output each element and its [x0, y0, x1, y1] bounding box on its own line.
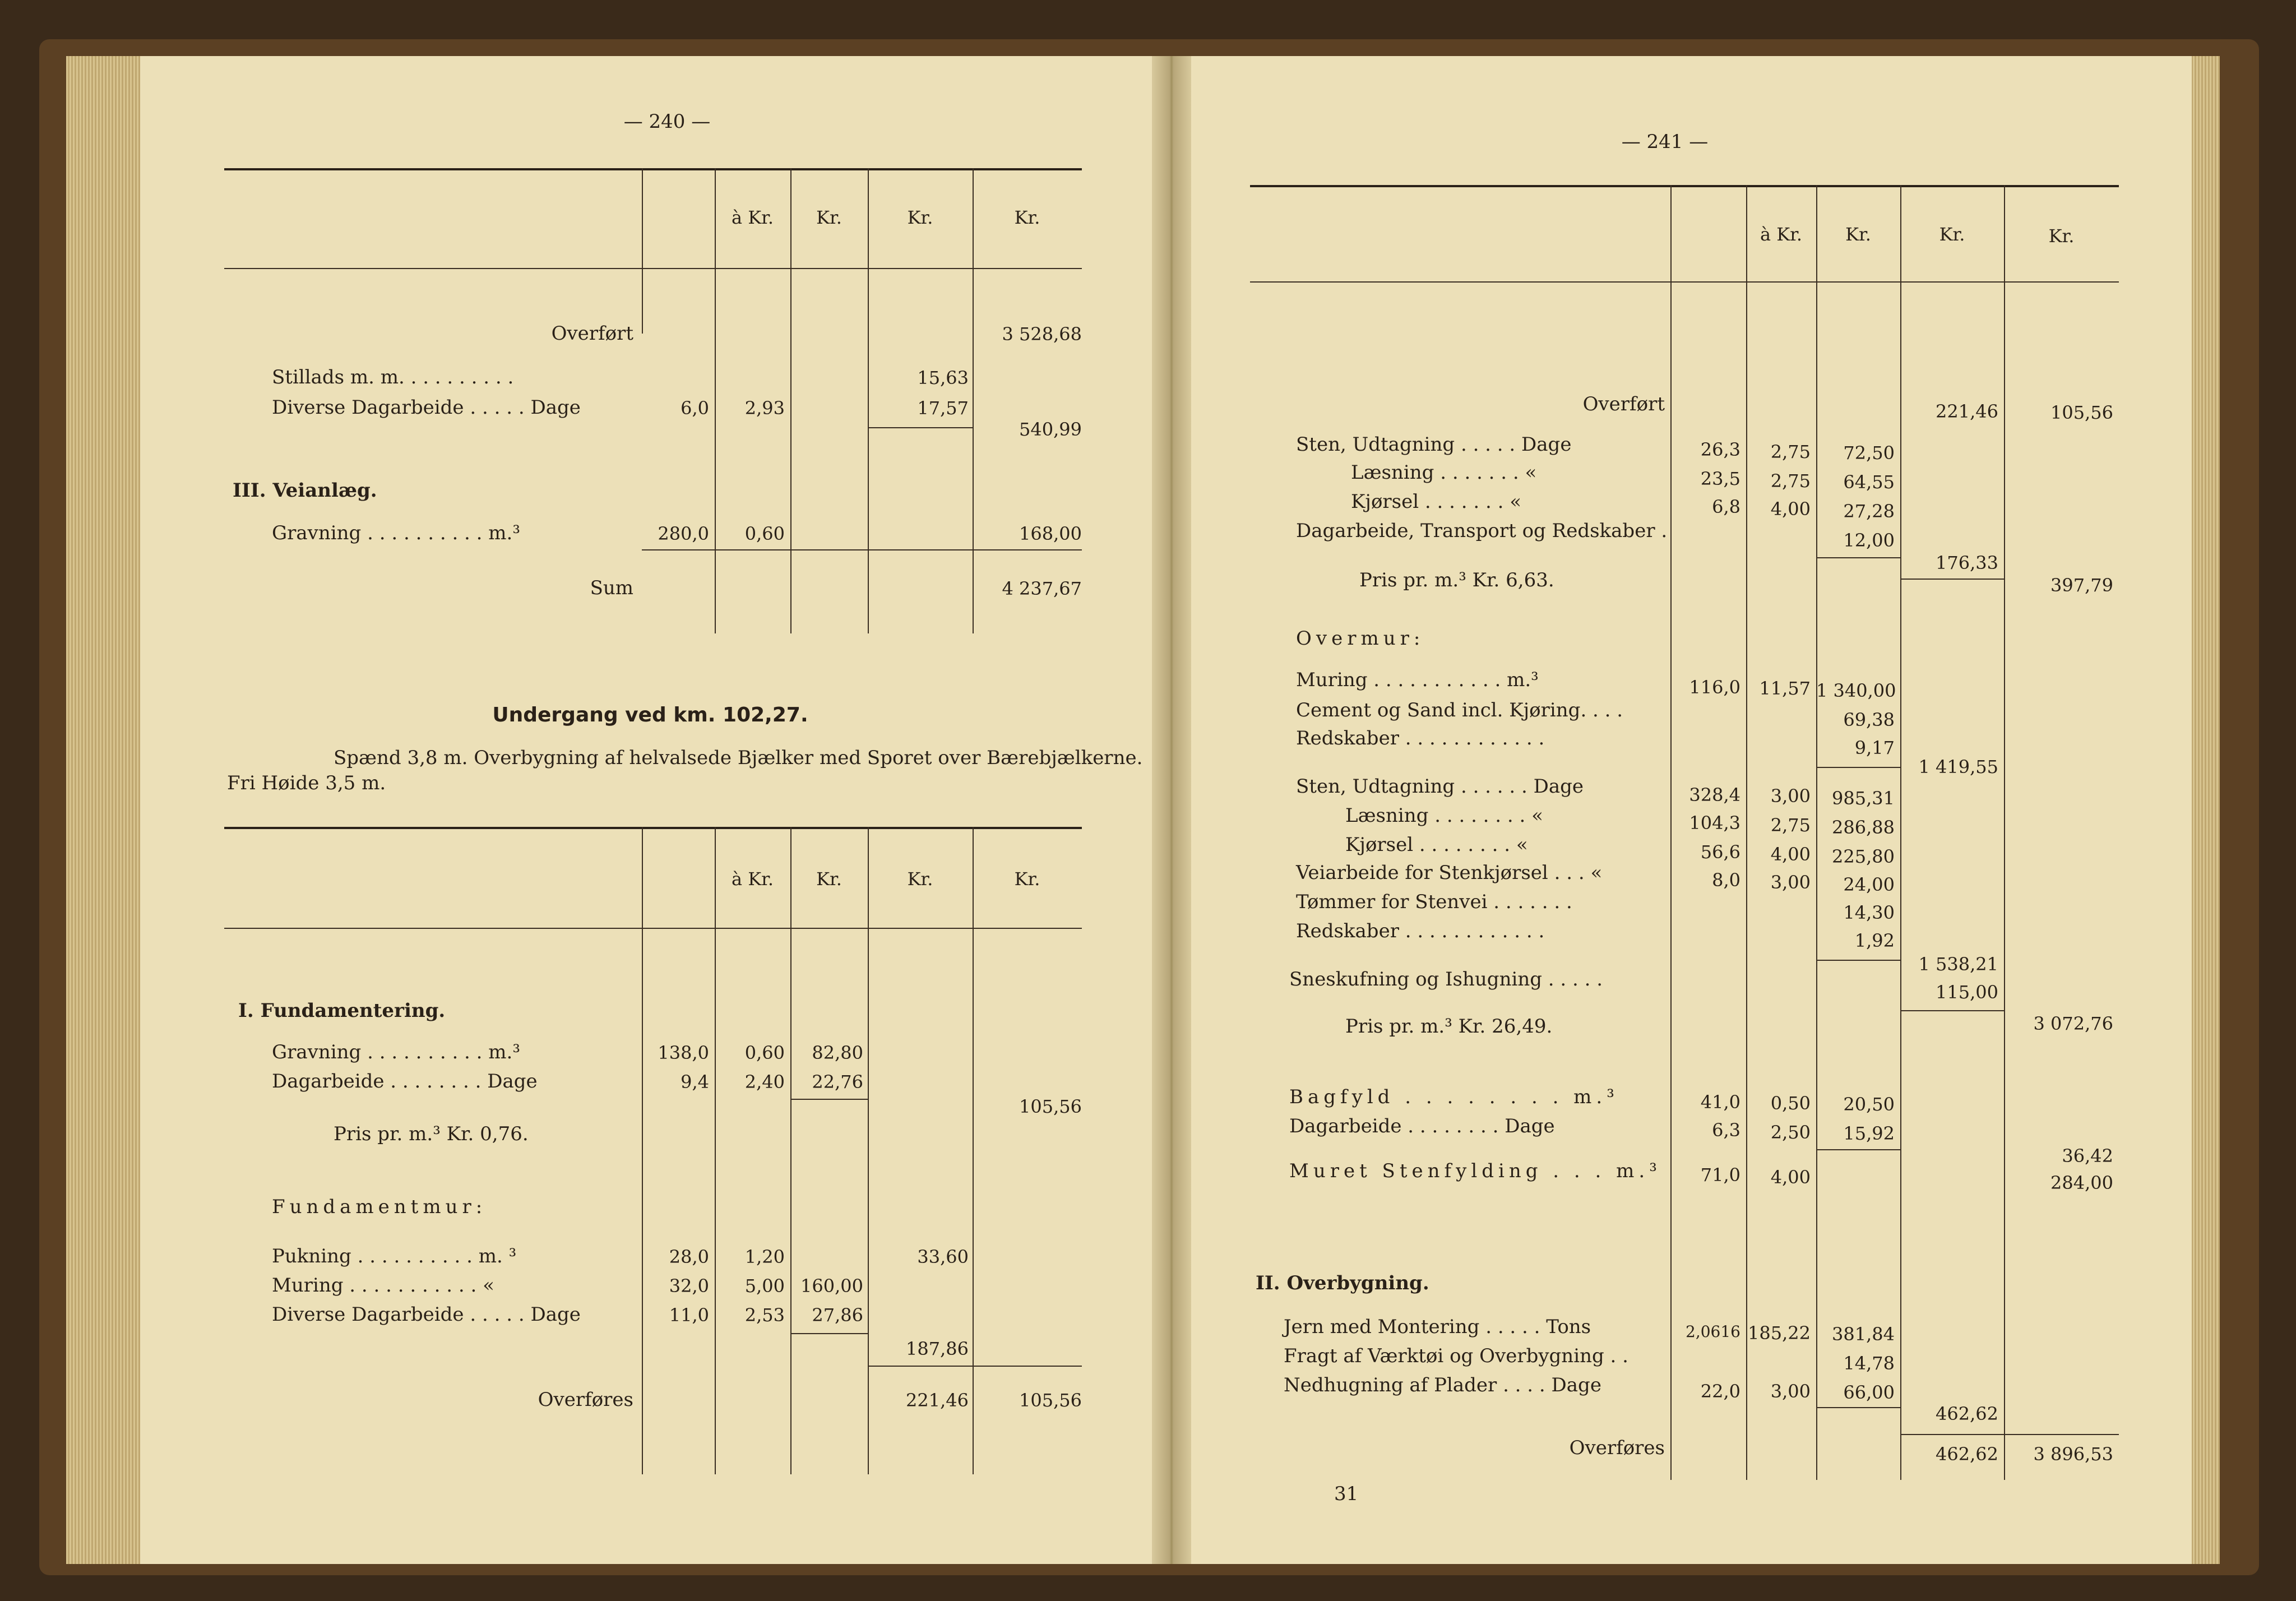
table-rule-top [1250, 185, 2119, 187]
right-page [1172, 56, 2192, 1564]
diverse-qty: 6,0 [681, 397, 709, 419]
sum-value: 4 237,67 [1002, 578, 1082, 599]
laesning2-label: Læsning . . . . . . . . « [1345, 804, 1543, 827]
diverse2-label: Diverse Dagarbeide . . . . . Dage [272, 1303, 581, 1326]
diverse-unit: 2,93 [744, 397, 785, 419]
gravning2-kr: 82,80 [812, 1042, 863, 1063]
muring-label: Muring . . . . . . . . . . . « [272, 1274, 494, 1297]
gravning-label: Gravning . . . . . . . . . . m.³ [272, 522, 520, 544]
section-overbygning: II. Overbygning. [1256, 1272, 1429, 1294]
sum-label: Sum [590, 577, 633, 599]
redskaber-kr: 9,17 [1854, 737, 1895, 758]
subtotal-rule [868, 427, 973, 428]
total-a: 397,79 [2050, 575, 2113, 596]
gravning2-qty: 138,0 [658, 1042, 709, 1063]
overfort-value: 3 528,68 [1002, 323, 1082, 345]
page-edges-left [66, 56, 145, 1564]
col-line [868, 827, 869, 1474]
header-a-kr: à Kr. [1760, 224, 1803, 245]
sten-label: Sten, Udtagning . . . . . Dage [1296, 433, 1572, 456]
sum-rule [642, 549, 1082, 550]
header-kr-2: Kr. [816, 868, 842, 890]
overmur-heading: Overmur: [1296, 627, 1425, 650]
overfores-2: 3 896,53 [2033, 1443, 2113, 1465]
tommer-label: Tømmer for Stenvei . . . . . . . [1296, 891, 1572, 913]
gravning-total: 168,00 [1019, 523, 1082, 544]
gravning-unit: 0,60 [744, 523, 785, 544]
muret-qty: 71,0 [1700, 1164, 1740, 1186]
gravning2-unit: 0,60 [744, 1042, 785, 1063]
fundamentmur-total: 187,86 [906, 1338, 969, 1359]
dagarbeide3-label: Dagarbeide . . . . . . . . Dage [1289, 1115, 1555, 1137]
veiarbeide-unit: 3,00 [1770, 872, 1811, 893]
diverse2-kr: 27,86 [812, 1304, 863, 1326]
nedhugning-label: Nedhugning af Plader . . . . Dage [1284, 1374, 1601, 1396]
col-line [642, 168, 643, 334]
page-number: — 241 — [1621, 131, 1709, 153]
jern-qty: 2,0616 [1686, 1322, 1740, 1341]
subtotal-rule [1900, 579, 2004, 580]
redskaber2-kr: 1,92 [1854, 930, 1895, 951]
header-kr: Kr. [1845, 224, 1871, 245]
col-line [1670, 185, 1672, 1480]
dagarbeide2-label: Dagarbeide . . . . . . . . Dage [272, 1070, 538, 1093]
undergang-title: Undergang ved km. 102,27. [492, 704, 808, 727]
kjorsel-label: Kjørsel . . . . . . . « [1351, 491, 1522, 513]
muring-kr: 1 340,00 [1816, 680, 1896, 701]
total-b: 3 072,76 [2033, 1013, 2113, 1034]
cement-label: Cement og Sand incl. Kjøring. . . . [1296, 699, 1623, 721]
header-a-kr: à Kr. [731, 207, 774, 228]
overfort-label: Overført [1582, 393, 1665, 415]
dagarbeide2-kr: 22,76 [812, 1071, 863, 1093]
muring-label: Muring . . . . . . . . . . . m.³ [1296, 669, 1539, 691]
kjorsel2-unit: 4,00 [1770, 844, 1811, 865]
stillads-kr: 15,63 [917, 367, 969, 388]
veiarbeide-kr: 24,00 [1843, 874, 1895, 895]
col-line [790, 168, 791, 633]
header-a-kr-2: à Kr. [731, 868, 774, 890]
total-c: 36,42 [2062, 1145, 2113, 1167]
fragt-label: Fragt af Værktøi og Overbygning . . [1284, 1345, 1628, 1367]
subtotal-2: 1 419,55 [1918, 756, 1998, 778]
subtotal-rule [1900, 1010, 2004, 1011]
gravning2-label: Gravning . . . . . . . . . . m.³ [272, 1041, 520, 1063]
pris-b: Pris pr. m.³ Kr. 26,49. [1345, 1015, 1553, 1038]
laesning-qty: 23,5 [1700, 468, 1740, 489]
col-line [2004, 185, 2005, 1480]
total-d: 284,00 [2050, 1172, 2113, 1193]
kjorsel-unit: 4,00 [1770, 498, 1811, 520]
overfort-1: 221,46 [1936, 401, 1998, 422]
dagarbeide3-qty: 6,3 [1712, 1119, 1740, 1141]
sten-kr: 72,50 [1843, 442, 1895, 464]
fri-hoide: Fri Høide 3,5 m. [227, 772, 386, 794]
dagarbeide-transport-kr: 12,00 [1843, 530, 1895, 551]
col-line [790, 827, 791, 1474]
veiarbeide-qty: 8,0 [1712, 869, 1740, 891]
subtotal-4: 462,62 [1936, 1403, 1998, 1424]
dagarbeide3-kr: 15,92 [1843, 1123, 1895, 1144]
muring-unit: 11,57 [1759, 678, 1811, 699]
subtotal-rule [1816, 960, 1900, 961]
redskaber-label: Redskaber . . . . . . . . . . . . [1296, 727, 1545, 749]
muring-unit: 5,00 [744, 1275, 785, 1297]
overfores-label: Overføres [538, 1389, 633, 1411]
muret-unit: 4,00 [1770, 1167, 1811, 1188]
table-rule-top [224, 168, 1082, 170]
subtotal-3: 1 538,21 [1918, 954, 1998, 975]
laesning-kr: 64,55 [1843, 471, 1895, 493]
kjorsel-kr: 27,28 [1843, 501, 1895, 522]
header-kr: Kr. [1014, 207, 1040, 228]
overfores-1: 221,46 [906, 1390, 969, 1411]
nedhugning-qty: 22,0 [1700, 1381, 1740, 1402]
nedhugning-unit: 3,00 [1770, 1381, 1811, 1402]
subtotal-rule [790, 1333, 868, 1334]
diverse-label: Diverse Dagarbeide . . . . . Dage [272, 396, 581, 419]
pukning-unit: 1,20 [744, 1246, 785, 1267]
col-line [715, 827, 716, 1474]
laesning-label: Læsning . . . . . . . « [1351, 461, 1537, 484]
subtotal-rule [790, 1099, 868, 1100]
diverse-total: 540,99 [1019, 419, 1082, 440]
overfores-1: 462,62 [1936, 1443, 1998, 1465]
table-rule-top-2 [224, 827, 1082, 829]
kjorsel2-qty: 56,6 [1700, 841, 1740, 863]
sten-unit: 2,75 [1770, 441, 1811, 462]
pris-a: Pris pr. m.³ Kr. 6,63. [1359, 569, 1554, 591]
sneskufning-label: Sneskufning og Ishugning . . . . . [1289, 968, 1603, 991]
subtotal-rule [1816, 1149, 1900, 1150]
jern-kr: 381,84 [1832, 1324, 1895, 1345]
subtotal-rule [1816, 767, 1900, 768]
subtotal-rule [1816, 557, 1900, 558]
header-kr: Kr. [1939, 224, 1965, 245]
section-veianlaeg: III. Veianlæg. [233, 479, 377, 502]
diverse2-qty: 11,0 [669, 1304, 709, 1326]
book-gutter [1152, 56, 1191, 1564]
dagarbeide2-unit: 2,40 [744, 1071, 785, 1093]
diverse-kr: 17,57 [917, 397, 969, 419]
laesning-unit: 2,75 [1770, 470, 1811, 492]
page-number: — 240 — [623, 110, 711, 133]
header-rule-2 [224, 928, 1082, 929]
dagarbeide3-unit: 2,50 [1770, 1122, 1811, 1143]
header-rule [1250, 281, 2119, 283]
bagfyld-kr: 20,50 [1843, 1094, 1895, 1115]
dagarbeide-transport-label: Dagarbeide, Transport og Redskaber . [1296, 520, 1668, 542]
laesning2-unit: 2,75 [1770, 815, 1811, 836]
bagfyld-label: Bagfyld . . . . . . . . m.³ [1289, 1086, 1619, 1108]
sten2-label: Sten, Udtagning . . . . . . Dage [1296, 775, 1584, 798]
sten2-kr: 985,31 [1832, 788, 1895, 809]
pukning-label: Pukning . . . . . . . . . . m. ³ [272, 1245, 517, 1267]
fundamentmur-heading: Fundamentmur: [272, 1196, 487, 1218]
jern-label: Jern med Montering . . . . . Tons [1284, 1316, 1591, 1338]
subtotal-1: 176,33 [1936, 552, 1998, 573]
kjorsel-qty: 6,8 [1712, 496, 1740, 517]
nedhugning-kr: 66,00 [1843, 1382, 1895, 1403]
cement-kr: 69,38 [1843, 709, 1895, 730]
spaend-text: Spænd 3,8 m. Overbygning af helvalsede Bjælker med Sporet over Bærebjælkerne. [334, 747, 1143, 769]
col-line [1900, 185, 1901, 1480]
pukning-qty: 28,0 [669, 1246, 709, 1267]
kjorsel2-label: Kjørsel . . . . . . . . « [1345, 834, 1528, 856]
muret-stenfylding-label: Muret Stenfylding . . . m.³ [1289, 1160, 1661, 1182]
overfores-label: Overføres [1569, 1437, 1665, 1459]
muring-qty: 116,0 [1689, 677, 1740, 698]
redskaber2-label: Redskaber . . . . . . . . . . . . [1296, 920, 1545, 942]
muring-qty: 32,0 [669, 1275, 709, 1297]
header-rule [224, 268, 1082, 269]
veiarbeide-label: Veiarbeide for Stenkjørsel . . . « [1296, 862, 1603, 884]
pukning-kr: 33,60 [917, 1246, 969, 1267]
header-kr-2: Kr. [1014, 868, 1040, 890]
header-kr: Kr. [2048, 225, 2075, 247]
overfores-2: 105,56 [1019, 1390, 1082, 1411]
header-kr: Kr. [907, 207, 933, 228]
section-fundamentering: I. Fundamentering. [238, 1000, 446, 1022]
col-line [642, 827, 643, 1474]
col-line [973, 168, 974, 633]
gravning-qty: 280,0 [658, 523, 709, 544]
sten2-unit: 3,00 [1770, 785, 1811, 807]
sten-qty: 26,3 [1700, 439, 1740, 460]
pris-fundamentering: Pris pr. m.³ Kr. 0,76. [334, 1123, 529, 1145]
dagarbeide2-qty: 9,4 [681, 1071, 709, 1093]
fundamentering-total: 105,56 [1019, 1096, 1082, 1117]
laesning2-qty: 104,3 [1689, 812, 1740, 834]
sneskufning-kr: 115,00 [1936, 982, 1998, 1003]
fragt-kr: 14,78 [1843, 1353, 1895, 1374]
bagfyld-qty: 41,0 [1700, 1091, 1740, 1113]
stillads-label: Stillads m. m. . . . . . . . . . [272, 366, 514, 388]
overfort-2: 105,56 [2050, 402, 2113, 423]
header-kr: Kr. [816, 207, 842, 228]
signature-mark: 31 [1334, 1483, 1359, 1505]
laesning2-kr: 286,88 [1832, 817, 1895, 838]
col-line [973, 827, 974, 1474]
overfores-rule [1900, 1434, 2119, 1435]
subtotal-rule [1816, 1407, 1900, 1408]
tommer-kr: 14,30 [1843, 902, 1895, 923]
diverse2-unit: 2,53 [744, 1304, 785, 1326]
overfores-rule [868, 1366, 1082, 1367]
bagfyld-unit: 0,50 [1770, 1093, 1811, 1114]
muring-kr: 160,00 [800, 1275, 863, 1297]
jern-unit: 185,22 [1748, 1322, 1811, 1344]
left-page [140, 56, 1166, 1564]
overfort-label: Overført [551, 322, 633, 345]
sten2-qty: 328,4 [1689, 784, 1740, 806]
header-kr-2: Kr. [907, 868, 933, 890]
kjorsel2-kr: 225,80 [1832, 846, 1895, 867]
